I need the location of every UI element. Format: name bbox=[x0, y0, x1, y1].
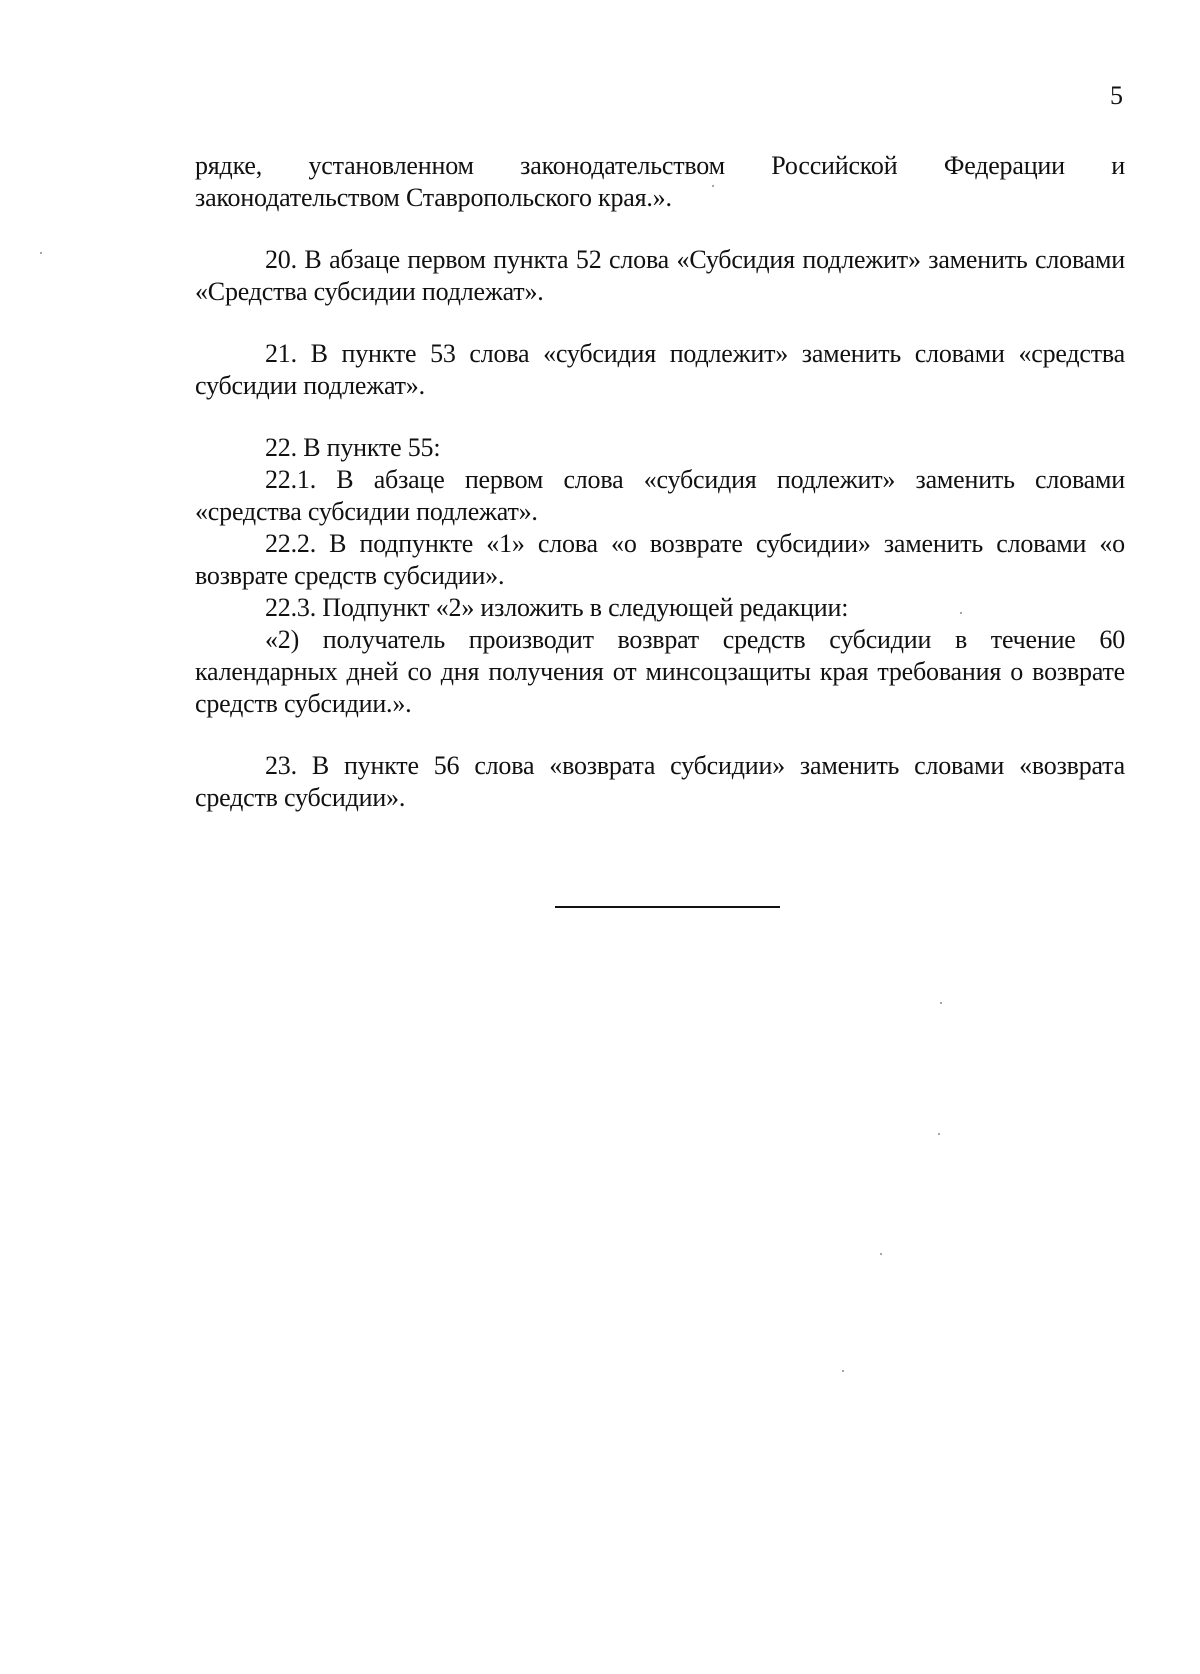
scan-speck bbox=[938, 1133, 940, 1135]
paragraph-item-22-1: 22.1. В абзаце первом слова «субсидия подлежит» заменить словами «средства субсидии подлежат». bbox=[195, 465, 1125, 526]
scan-speck bbox=[940, 1002, 942, 1004]
end-of-document-rule bbox=[555, 906, 780, 908]
paragraph-item-22-2: 22.2. В подпункте «1» слова «о возврате субсидии» заменить словами «о возврате средств субсидии». bbox=[195, 529, 1125, 590]
paragraph-item-20: 20. В абзаце первом пункта 52 слова «Субсидия подлежит» заменить словами «Средства субсидии подлежат». bbox=[195, 245, 1125, 306]
page-number: 5 bbox=[1110, 81, 1123, 110]
paragraph-item-22: 22. В пункте 55: bbox=[265, 433, 441, 462]
scan-speck bbox=[960, 612, 962, 614]
paragraph-item-23: 23. В пункте 56 слова «возврата субсидии» заменить словами «возврата средств субсидии». bbox=[195, 751, 1125, 812]
paragraph-quoted-subitem-2: «2) получатель производит возврат средств субсидии в течение 60 календарных дней со дня получения от минсоцзащиты края требования о возврате средств субсидии.». bbox=[195, 625, 1125, 718]
scan-speck bbox=[880, 1253, 882, 1255]
document-body bbox=[195, 150, 1125, 814]
paragraph-item-21: 21. В пункте 53 слова «субсидия подлежит» заменить словами «средства субсидии подлежат». bbox=[195, 339, 1125, 400]
scan-speck bbox=[40, 252, 42, 254]
scan-speck bbox=[842, 1370, 844, 1372]
paragraph-continuation: рядке, установленном законодательством Российской Федерации и законодательством Ставропольского края.». bbox=[195, 151, 1125, 212]
paragraph-item-22-3: 22.3. Подпункт «2» изложить в следующей редакции: bbox=[265, 593, 849, 622]
scan-speck bbox=[712, 185, 714, 187]
